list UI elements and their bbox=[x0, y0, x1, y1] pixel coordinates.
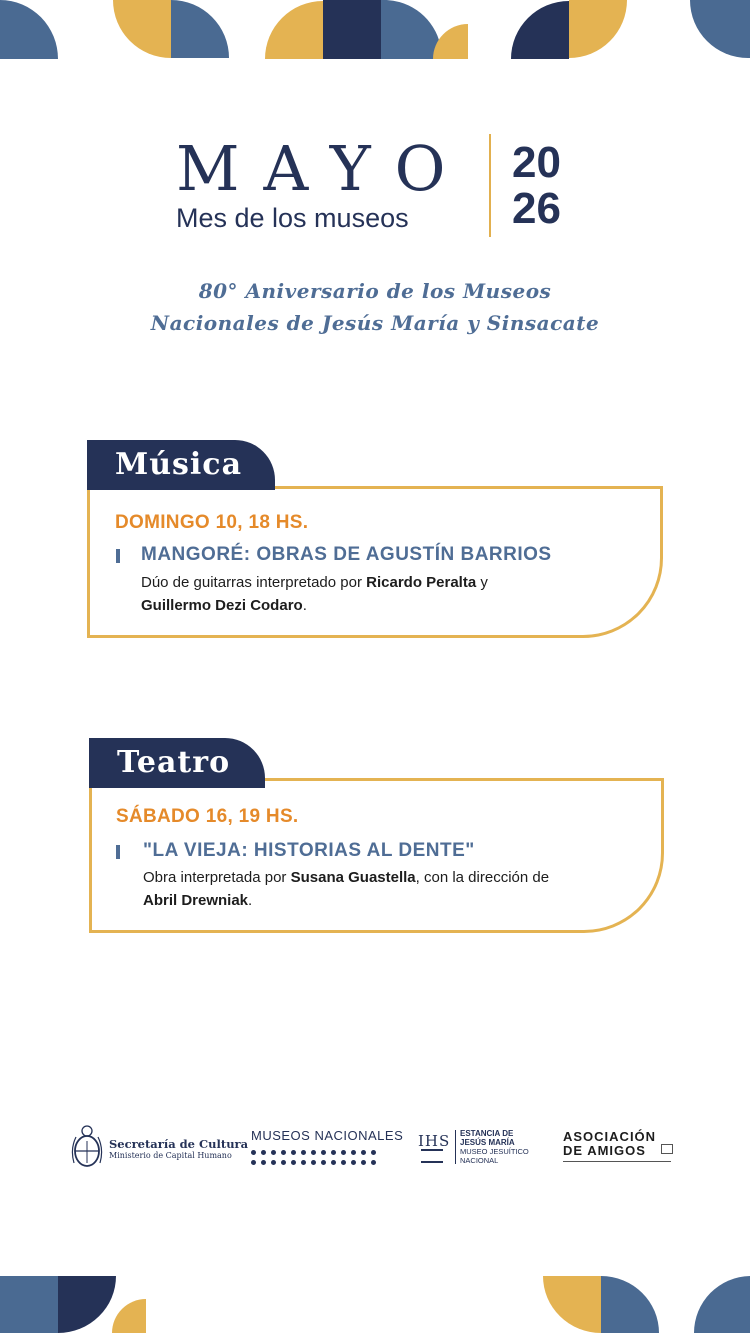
estancia-divider bbox=[455, 1130, 456, 1164]
asociacion-amigos-logo bbox=[563, 1130, 671, 1162]
dot-row-1 bbox=[251, 1150, 403, 1155]
ihs-emblem-icon: IHS bbox=[418, 1132, 451, 1150]
dot-row-2 bbox=[251, 1160, 403, 1165]
event-description: Obra interpretada por Susana Guastella, con la dirección de Abril Drewniak. bbox=[143, 869, 550, 909]
year bbox=[512, 140, 592, 232]
title-bullet bbox=[116, 549, 120, 563]
secretaria-title: Secretaría de Cultura bbox=[109, 1137, 249, 1151]
event-title: MANGORÉ: OBRAS DE AGUSTÍN BARRIOS bbox=[141, 544, 552, 565]
amigos-line-2: DE AMIGOS bbox=[563, 1143, 646, 1158]
event-description: Dúo de guitarras interpretado por Ricardo Peralta y Guillermo Dezi Codaro. bbox=[141, 574, 488, 614]
anniversary-subtitle-line-1: 80° Aniversario de los Museos bbox=[198, 279, 552, 303]
year-line-2: 26 bbox=[512, 184, 561, 233]
ihs-wm-mark bbox=[421, 1149, 443, 1163]
argentina-coat-of-arms-icon bbox=[70, 1121, 104, 1173]
event-date: SÁBADO 16, 19 HS. bbox=[116, 806, 299, 827]
year-line-1: 20 bbox=[512, 138, 561, 187]
museos-nacionales-logo bbox=[251, 1128, 403, 1165]
event-date: DOMINGO 10, 18 HS. bbox=[115, 512, 309, 533]
category-tab-musica: Música bbox=[87, 440, 275, 490]
secretaria-subtitle: Ministerio de Capital Humano bbox=[109, 1151, 232, 1160]
museos-title: MUSEOS NACIONALES bbox=[251, 1128, 404, 1143]
anniversary-subtitle-line-2: Nacionales de Jesús María y Sinsacate bbox=[150, 311, 600, 335]
month-title: MAYO bbox=[176, 132, 470, 205]
header-divider bbox=[489, 134, 491, 237]
amigos-rule bbox=[563, 1161, 671, 1162]
title-bullet bbox=[116, 845, 120, 859]
amigos-line-1: ASOCIACIÓN bbox=[563, 1129, 657, 1144]
secretaria-cultura-logo bbox=[109, 1137, 248, 1160]
event-title: "LA VIEJA: HISTORIAS AL DENTE" bbox=[143, 840, 475, 861]
estancia-text: ESTANCIA DE JESÚS MARÍA MUSEO JESUÍTICO NACIONAL bbox=[460, 1129, 529, 1165]
amigos-icon bbox=[661, 1144, 673, 1154]
event-tagline: Mes de los museos bbox=[176, 203, 409, 233]
category-tab-teatro: Teatro bbox=[89, 738, 265, 788]
